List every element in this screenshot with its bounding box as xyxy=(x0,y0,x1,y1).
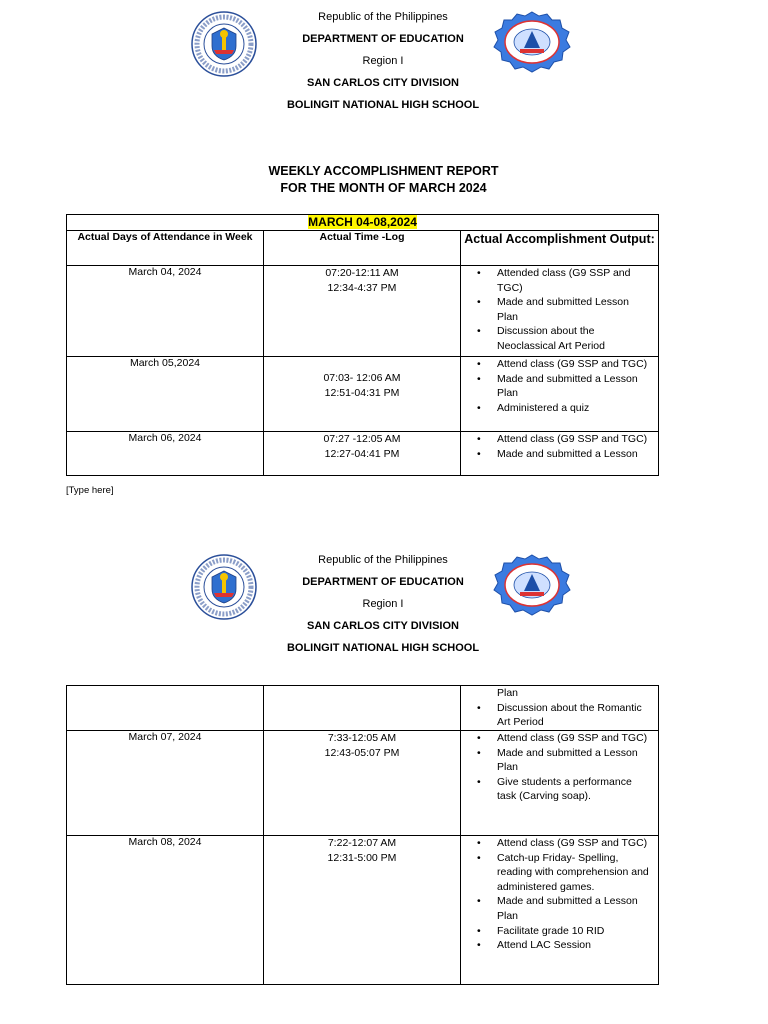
accomplishment-table-2 xyxy=(66,685,659,985)
table-row xyxy=(67,686,659,731)
region-line: Region I xyxy=(362,598,404,610)
log-morning: 07:20-12:11 AM xyxy=(325,267,399,279)
list-item: • Made and submitted a Lesson xyxy=(497,447,658,462)
row-date: March 04, 2024 xyxy=(67,266,264,357)
log-afternoon: 12:31-5:00 PM xyxy=(327,852,397,864)
list-item: • Attend class (G9 SSP and TGC) xyxy=(497,731,658,746)
column-header-days: Actual Days of Attendance in Week xyxy=(67,231,264,266)
row-date: March 05,2024 xyxy=(67,357,264,432)
column-header-log: Actual Time -Log xyxy=(264,231,461,266)
log-morning: 7:33-12:05 AM xyxy=(327,732,397,744)
list-item: • Facilitate grade 10 RID xyxy=(497,924,658,939)
list-item: • Made and submitted a Lesson Plan xyxy=(497,372,658,401)
row-output xyxy=(461,731,659,836)
deped-seal-icon xyxy=(190,553,258,621)
division-line: SAN CARLOS CITY DIVISION xyxy=(307,620,459,632)
log-afternoon: 12:27-04:41 PM xyxy=(324,448,400,460)
department-line: DEPARTMENT OF EDUCATION xyxy=(302,33,464,45)
column-header-output: Actual Accomplishment Output: xyxy=(461,231,659,266)
school-line: BOLINGIT NATIONAL HIGH SCHOOL xyxy=(286,99,480,111)
row-time-log xyxy=(264,686,461,731)
division-line: SAN CARLOS CITY DIVISION xyxy=(307,77,459,89)
list-item: • Made and submitted a Lesson Plan xyxy=(497,746,658,775)
row-time-log xyxy=(264,836,461,985)
school-seal-icon xyxy=(492,10,572,74)
list-item: • Discussion about the Romantic Art Period xyxy=(497,701,658,730)
school-line: BOLINGIT NATIONAL HIGH SCHOOL xyxy=(286,642,480,654)
row-time-log xyxy=(264,266,461,357)
list-item: • Administered a quiz xyxy=(497,401,658,416)
report-title: WEEKLY ACCOMPLISHMENT REPORT xyxy=(268,164,499,178)
report-subtitle: FOR THE MONTH OF MARCH 2024 xyxy=(280,181,487,195)
department-line: DEPARTMENT OF EDUCATION xyxy=(302,576,464,588)
week-label: MARCH 04-08,2024 xyxy=(67,215,659,231)
accomplishment-table-1 xyxy=(66,214,659,476)
republic-line: Republic of the Philippines xyxy=(318,11,448,23)
school-seal-icon xyxy=(492,553,572,617)
list-item: • Discussion about the Neoclassical Art Period xyxy=(497,324,658,353)
row-date xyxy=(67,686,264,731)
log-afternoon: 12:43-05:07 PM xyxy=(324,747,400,759)
table-row xyxy=(67,266,659,357)
list-item: • Attended class (G9 SSP and TGC) xyxy=(497,266,658,295)
list-item: • Attend LAC Session xyxy=(497,938,658,953)
row-time-log xyxy=(264,731,461,836)
table-row xyxy=(67,731,659,836)
list-item: • Made and submitted a Lesson Plan xyxy=(497,894,658,923)
log-afternoon: 12:51-04:31 PM xyxy=(324,387,400,399)
row-output xyxy=(461,836,659,985)
log-morning: 07:03- 12:06 AM xyxy=(323,372,401,384)
list-item: • Catch-up Friday- Spelling, reading with comprehension and administered games. xyxy=(497,851,658,895)
row-output xyxy=(461,357,659,432)
log-afternoon: 12:34-4:37 PM xyxy=(327,282,397,294)
row-date: March 06, 2024 xyxy=(67,432,264,476)
row-output xyxy=(461,266,659,357)
republic-line: Republic of the Philippines xyxy=(318,554,448,566)
row-date: March 08, 2024 xyxy=(67,836,264,985)
deped-seal-icon xyxy=(190,10,258,78)
row-date: March 07, 2024 xyxy=(67,731,264,836)
list-item: • Made and submitted Lesson Plan xyxy=(497,295,658,324)
region-line: Region I xyxy=(362,55,404,67)
list-item: • Give students a performance task (Carving soap). xyxy=(497,775,658,804)
list-item: • Attend class (G9 SSP and TGC) xyxy=(497,836,658,851)
table-row xyxy=(67,836,659,985)
row-output xyxy=(461,686,659,731)
list-item: • Attend class (G9 SSP and TGC) xyxy=(497,432,658,447)
row-time-log xyxy=(264,357,461,432)
row-time-log xyxy=(264,432,461,476)
table-row xyxy=(67,357,659,432)
row-output xyxy=(461,432,659,476)
log-morning: 07:27 -12:05 AM xyxy=(323,433,401,445)
list-item: • Attend class (G9 SSP and TGC) xyxy=(497,357,658,372)
log-morning: 7:22-12:07 AM xyxy=(327,837,397,849)
type-here-placeholder: [Type here] xyxy=(66,485,114,496)
table-row xyxy=(67,432,659,476)
list-item-continued: Plan xyxy=(497,687,519,699)
